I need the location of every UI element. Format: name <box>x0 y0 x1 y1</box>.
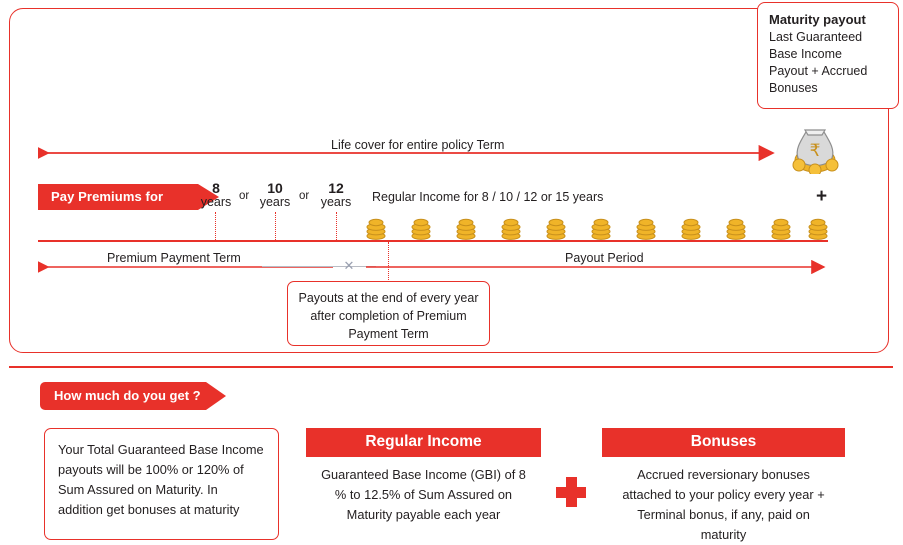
card-bonuses <box>602 428 845 545</box>
plus-icon <box>556 477 586 507</box>
how-much-label: How much do you get ? <box>54 388 201 403</box>
card-bonuses-header: Bonuses <box>602 428 845 457</box>
coin-stack-icon <box>634 216 658 240</box>
card-total-guaranteed-body: Your Total Guaranteed Base Income payouts will be 100% or 120% of Sum Assured on Maturity. In addition get bonuses at maturity <box>58 442 264 517</box>
term-marker-8 <box>199 182 233 209</box>
premium-payment-term-label: Premium Payment Term <box>100 251 248 265</box>
or-label-2: or <box>299 190 310 202</box>
maturity-payout-callout <box>757 2 899 109</box>
regular-income-timeline-label: Regular Income for 8 / 10 / 12 or 15 years <box>372 190 604 204</box>
coin-stack-icon <box>499 216 523 240</box>
card-regular-income <box>306 428 541 525</box>
section-divider <box>9 366 893 368</box>
maturity-payout-line-4: Bonuses <box>769 81 818 95</box>
life-cover-arrow <box>38 144 783 164</box>
coin-stack-icon <box>679 216 703 240</box>
card-bonuses-body: Accrued reversionary bonuses attached to your policy every year + Terminal bonus, if any, paid on maturity <box>622 467 825 542</box>
card-regular-income-header: Regular Income <box>306 428 541 457</box>
timeline-plus-symbol: + <box>816 186 828 207</box>
payout-note-box: Payouts at the end of every year after completion of Premium Payment Term <box>287 281 490 346</box>
pay-premiums-banner <box>38 184 198 210</box>
term-connector-8 <box>215 212 216 240</box>
term-unit-12: years <box>320 195 352 209</box>
how-much-banner <box>40 382 206 410</box>
term-value-12: 12 <box>328 180 344 196</box>
coin-stack-icon <box>454 216 478 240</box>
coin-stack-icon <box>364 216 388 240</box>
coin-stack-icon <box>544 216 568 240</box>
coin-stack-icon <box>806 216 830 240</box>
svg-text:₹: ₹ <box>809 141 821 161</box>
term-unit-8: years <box>200 195 232 209</box>
term-unit-10: years <box>259 195 291 209</box>
coin-stack-icon <box>409 216 433 240</box>
timeline-baseline <box>38 240 828 242</box>
maturity-payout-title: Maturity payout <box>769 12 866 27</box>
payout-period-label: Payout Period <box>558 251 651 265</box>
term-connector-10 <box>275 212 276 240</box>
pay-premiums-label: Pay Premiums for <box>51 189 164 204</box>
term-connector-12 <box>336 212 337 240</box>
how-much-arrow-tip <box>206 382 226 410</box>
maturity-payout-line-3: Payout + Accrued <box>769 64 868 78</box>
coin-stack-icon <box>589 216 613 240</box>
gray-connector-line <box>262 266 376 267</box>
coin-stack-icon <box>769 216 793 240</box>
term-value-10: 10 <box>267 180 283 196</box>
maturity-payout-line-2: Base Income <box>769 47 842 61</box>
card-total-guaranteed <box>44 428 279 540</box>
term-value-8: 8 <box>212 180 220 196</box>
or-label-1: or <box>239 190 250 202</box>
coin-stack-icon <box>724 216 748 240</box>
life-cover-label: Life cover for entire policy Term <box>323 138 512 152</box>
term-marker-12 <box>319 182 353 209</box>
cross-icon: ✕ <box>343 258 355 273</box>
card-regular-income-body: Guaranteed Base Income (GBI) of 8 % to 12.5% of Sum Assured on Maturity payable each year <box>321 467 526 522</box>
term-marker-10 <box>258 182 292 209</box>
maturity-payout-line-1: Last Guaranteed <box>769 30 863 44</box>
money-bag-icon <box>786 116 844 174</box>
